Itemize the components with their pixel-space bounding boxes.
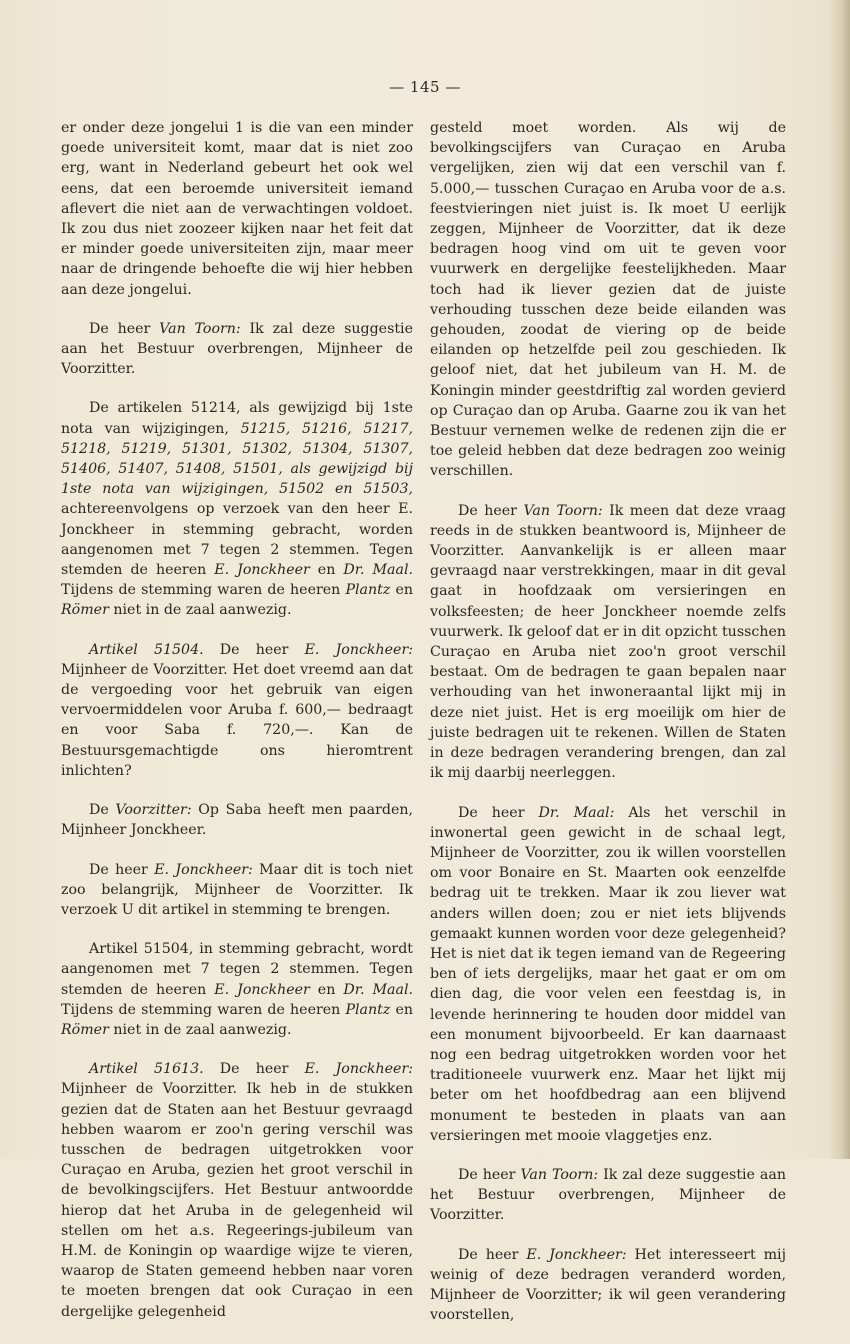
text-run: De heer xyxy=(89,320,160,337)
italic-run: Van Toorn: xyxy=(520,1166,599,1183)
page-number: — 145 — xyxy=(389,78,461,96)
text-run: niet in de zaal aanwezig. xyxy=(108,602,292,619)
text-run: Als het verschil in inwonertal geen gewicht in de schaal legt, Mijnheer de Voorzitter, zou ik willen voorstellen om voor Bonaire en St. Maarten ook eenzelfde bedrag uit te trekken. Maar ik zou liever wat anders willen doen; zou er niet iets blijvends gemaakt kunnen worden voor deze gelegenheid? Het is niet dat ik tegen iemand van de Regeering ben of iets dergelijks, maar het gaat er om om dien dag, die voor velen een feestdag is, in levende herinnering te houden door middel van een monument bijvoorbeeld. Er kan daarnaast nog een bedrag uitgetrokken worden voor het traditioneele vuurwerk enz. Maar het lijkt mij beter om het hoofdbedrag aan een blijvend monument te besteden in plaats van aan versieringen met mooie vlaggetjes enz. xyxy=(430,804,786,1144)
text-run: De xyxy=(89,802,116,819)
text-run: Mijnheer de Voorzitter. Ik heb in de stukken gezien dat de Staten aan het Bestuur gevraagd hebben waarom er zoo'n gering verschil was tusschen de bedragen uitgetrokken voor Curaçao en Aruba, gezien het groot verschil in de bevolkingscijfers. Het Bestuur antwoordde hierop dat het Aruba in de gelegenheid wil stellen om het a.s. Regeerings-jubileum van H.M. de Koningin op waardige wijze te vieren, waarop de Staten gemeend hebben naar voren te moeten brengen dat ook Curaçao in een dergelijke gelegenheid xyxy=(61,1081,413,1320)
text-run: Tijdens de stemming waren de heeren xyxy=(61,582,346,599)
text-run: De heer xyxy=(458,1246,527,1263)
paragraph xyxy=(430,803,786,1146)
text-run: Het interesseert mij weinig of deze bedragen veranderd worden, Mijnheer de Voorzitter; ik wil geen verandering voorstellen, xyxy=(430,1246,786,1324)
italic-run: Dr. Maal. xyxy=(343,562,414,579)
text-run: en xyxy=(309,981,344,998)
text-run: gesteld moet worden. Als wij de bevolkingscijfers van Curaçao en Aruba vergelijken, zien wij dat een verschil van f. 5.000,— tusschen Curaçao en Aruba voor de a.s. feestvieringen niet juist is. Ik moet U eerlijk zeggen, Mijnheer de Voorzitter, dat ik deze bedragen hoog vind om uit te geven voor vuurwerk en dergelijke feestelijkheden. Maar toch had ik liever gezien dat de juiste verhouding tusschen deze beide eilanden was gehouden, zoodat de viering op de beide eilanden op hetzelfde peil zou geschieden. Ik geloof niet, dat het jubileum van H. M. de Koningin minder geestdriftig zal worden gevierd op Curaçao dan op Aruba. Gaarne zou ik van het Bestuur vernemen welke de redenen zijn die er toe geleid hebben dat deze bedragen zoo weinig verschillen. xyxy=(430,120,786,480)
italic-run: E. Jonckheer: xyxy=(304,1061,414,1078)
text-run: niet in de zaal aanwezig. xyxy=(108,1021,292,1038)
italic-run: Plantz xyxy=(345,582,391,599)
text-run: er onder deze jongelui 1 is die van een minder goede universiteit komt, maar dat is niet zoo erg, want in Nederland gebeurt het ook wel eens, dat een beroemde universiteit iemand aflevert die niet aan de verwachtingen voldoet. Ik zou dus niet zoozeer kijken naar het feit dat er minder goede universiteiten zijn, maar meer naar de dringende behoefte die wij hier hebben aan deze jongelui. xyxy=(61,120,413,298)
text-run: en xyxy=(390,582,414,599)
paragraph xyxy=(61,1059,413,1322)
paragraph xyxy=(61,319,413,380)
text-run: Maar dit is toch niet zoo belangrijk, Mijnheer de Voorzitter. Ik verzoek U dit artikel in stemming te brengen. xyxy=(61,861,414,918)
paragraph xyxy=(61,800,413,840)
text-run: en xyxy=(309,562,344,579)
text-run: De artikelen 51214, als gewijzigd bij 1ste nota van wijzigingen, xyxy=(61,400,413,437)
italic-run: Van Toorn: xyxy=(523,502,603,519)
text-run: Mijnheer de Voorzitter. Het doet vreemd aan dat de vergoeding voor het gebruik van eigen vervoermiddelen voor Aruba f. 600,— bedraagt en voor Saba f. 720,—. Kan de Bestuursgemachtigde ons hieromtrent inlichten? xyxy=(61,661,413,779)
text-run: De heer xyxy=(203,641,305,658)
italic-run: E. Jonckheer: xyxy=(154,861,253,878)
paragraph xyxy=(61,118,413,300)
paragraph xyxy=(61,939,413,1040)
italic-run: Artikel 51504. xyxy=(89,641,204,658)
italic-run: Römer xyxy=(61,602,109,619)
italic-run: 51215, 51216, 51217, 51218, 51219, 51301, 51302, 51304, 51307, 51406, 51407, 51408, 51501, als gewijzigd bij 1ste nota van wijzigingen, 51502 en 51503, xyxy=(61,420,413,498)
italic-run: Dr. Maal. xyxy=(343,981,414,998)
text-run: De heer xyxy=(458,502,524,519)
italic-run: Van Toorn: xyxy=(159,320,241,337)
paragraph xyxy=(430,118,786,482)
italic-run: E. Jonckheer xyxy=(214,562,310,579)
italic-run: Römer xyxy=(61,1021,109,1038)
text-run: Tijdens de stemming waren de heeren xyxy=(61,1001,346,1018)
italic-run: Dr. Maal: xyxy=(538,804,615,821)
left-column xyxy=(61,118,413,1341)
text-run: De heer xyxy=(89,861,155,878)
text-run: Ik zal deze suggestie aan het Bestuur overbrengen, Mijnheer de Voorzitter. xyxy=(430,1166,786,1224)
right-column xyxy=(430,118,786,1344)
page-edge-shadow xyxy=(828,0,850,1159)
text-run: Artikel 51504, in stemming gebracht, wordt aangenomen met 7 tegen 2 stemmen. Tegen stemden de heeren xyxy=(61,941,413,998)
text-run: Ik meen dat deze vraag reeds in de stukken beantwoord is, Mijnheer de Voorzitter. Aanvankelijk is er alleen maar gevraagd naar verstrekkingen, maar in dit geval gaat in hoofdzaak om versieringen en volksfeesten; de heer Jonckheer noemde zelfs vuurwerk. Ik geloof dat er in dit opzicht tusschen Curaçao en Aruba niet zoo'n groot verschil bestaat. Om de bedragen te gaan bepalen naar verhouding van het inwoneraantal lijkt mij in deze niet juist. Het is erg moeilijk om hier de juiste bedragen uit te rekenen. Willen de Staten in deze bedragen verandering brengen, dan zal ik mij daarbij neerleggen. xyxy=(430,502,786,782)
paragraph xyxy=(61,640,413,781)
italic-run: Artikel 51613. xyxy=(89,1061,204,1078)
paragraph xyxy=(430,501,786,784)
text-run: en xyxy=(390,1001,414,1018)
italic-run: Voorzitter: xyxy=(115,802,192,819)
text-run: De heer xyxy=(458,804,539,821)
paragraph xyxy=(61,860,413,921)
italic-run: E. Jonckheer: xyxy=(304,641,414,658)
text-run: De heer xyxy=(458,1166,521,1183)
italic-run: E. Jonckheer: xyxy=(526,1246,627,1263)
text-run: Op Saba heeft men paarden, Mijnheer Jonckheer. xyxy=(61,802,414,839)
paragraph xyxy=(430,1245,786,1326)
italic-run: Plantz xyxy=(345,1001,391,1018)
paragraph xyxy=(61,398,413,620)
paragraph xyxy=(430,1165,786,1226)
text-run: De heer xyxy=(203,1061,305,1078)
text-run: achtereenvolgens op verzoek van den heer E. Jonckheer in stemming gebracht, worden aangenomen met 7 tegen 2 stemmen. Tegen stemden de heeren xyxy=(61,501,413,579)
italic-run: E. Jonckheer xyxy=(214,981,310,998)
text-run: Ik zal deze suggestie aan het Bestuur overbrengen, Mijnheer de Voorzitter. xyxy=(61,320,413,378)
